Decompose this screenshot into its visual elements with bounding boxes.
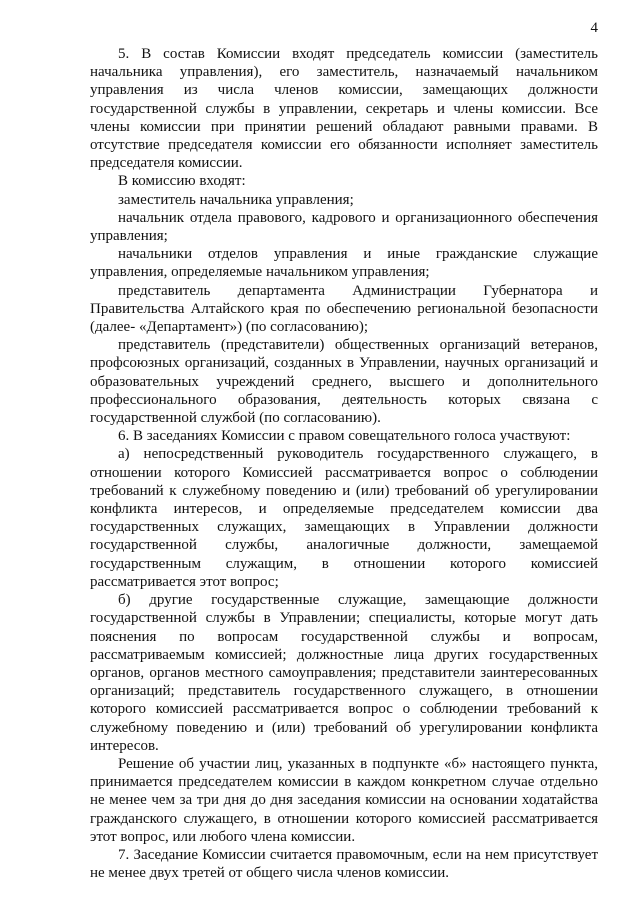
- list-item: начальник отдела правового, кадрового и организационного обеспечения управления;: [90, 209, 598, 245]
- paragraph-6-decision: Решение об участии лиц, указанных в подпункте «б» настоящего пункта, принимается председателем комиссии в каждом конкретном случае отдельно не менее чем за три дня до дня заседания комиссии на основании ходатайства гражданского служащего, в отношении которого комиссией рассматривается этот вопрос, или любого члена комиссии.: [90, 755, 598, 845]
- page-number: 4: [590, 20, 598, 36]
- list-item: начальники отделов управления и иные гражданские служащие управления, определяемые начальником управления;: [90, 246, 598, 281]
- paragraph-6-b: б) другие государственные служащие, замещающие должности государственной службы в Управлении; специалисты, которые могут дать пояснения по вопросам государственной службы и вопросам, рассматриваемым комиссией; должностные лица других государственных органов, органов местного самоуправления; представители заинтересованных организаций; представитель государственного служащего, в отношении которого комиссией рассматривается вопрос о соблюдении требований к служебному поведению и (или) требований об урегулировании конфликта интересов.: [90, 592, 598, 754]
- list-item: заместитель начальника управления;: [118, 191, 354, 208]
- paragraph-5-intro: В комиссию входят:: [118, 173, 246, 190]
- paragraph-6: 6. В заседаниях Комиссии с правом совещательного голоса участвуют:: [118, 428, 571, 445]
- paragraph-6-a: а) непосредственный руководитель государственного служащего, в отношении которого Комиссией рассматривается вопрос о соблюдении требований к служебному поведению и (или) требований об урегулировании конфликта интересов, и определяемые председателем комиссии два государственных служащих, замещающих в Управлении должности государственной службы, аналогичные должности, замещаемой государственным служащим, в отношении которого комиссией рассматривается этот вопрос;: [90, 446, 598, 590]
- document-body: [90, 45, 598, 882]
- paragraph-7: 7. Заседание Комиссии считается правомочным, если на нем присутствует не менее двух третей от общего числа членов комиссии.: [90, 846, 598, 882]
- list-item: представитель департамента Администрации Губернатора и Правительства Алтайского края по обеспечению региональной безопасности (далее- «Департамент») (по согласованию);: [90, 282, 598, 336]
- paragraph-5: 5. В состав Комиссии входят председатель комиссии (заместитель начальника управления), его заместитель, назначаемый начальником управления из числа членов комиссии, замещающих должности государственной службы в управлении, секретарь и члены комиссии. Все члены комиссии при принятии решений обладают равными правами. В отсутствие председателя комиссии его обязанности исполняет заместитель председателя комиссии.: [90, 46, 598, 172]
- list-item: представитель (представители) общественных организаций ветеранов, профсоюзных организаций, созданных в Управлении, научных организаций и образовательных учреждений среднего, высшего и дополнительного профессионального образования, деятельность которых связана с государственной службой (по согласованию).: [90, 337, 598, 427]
